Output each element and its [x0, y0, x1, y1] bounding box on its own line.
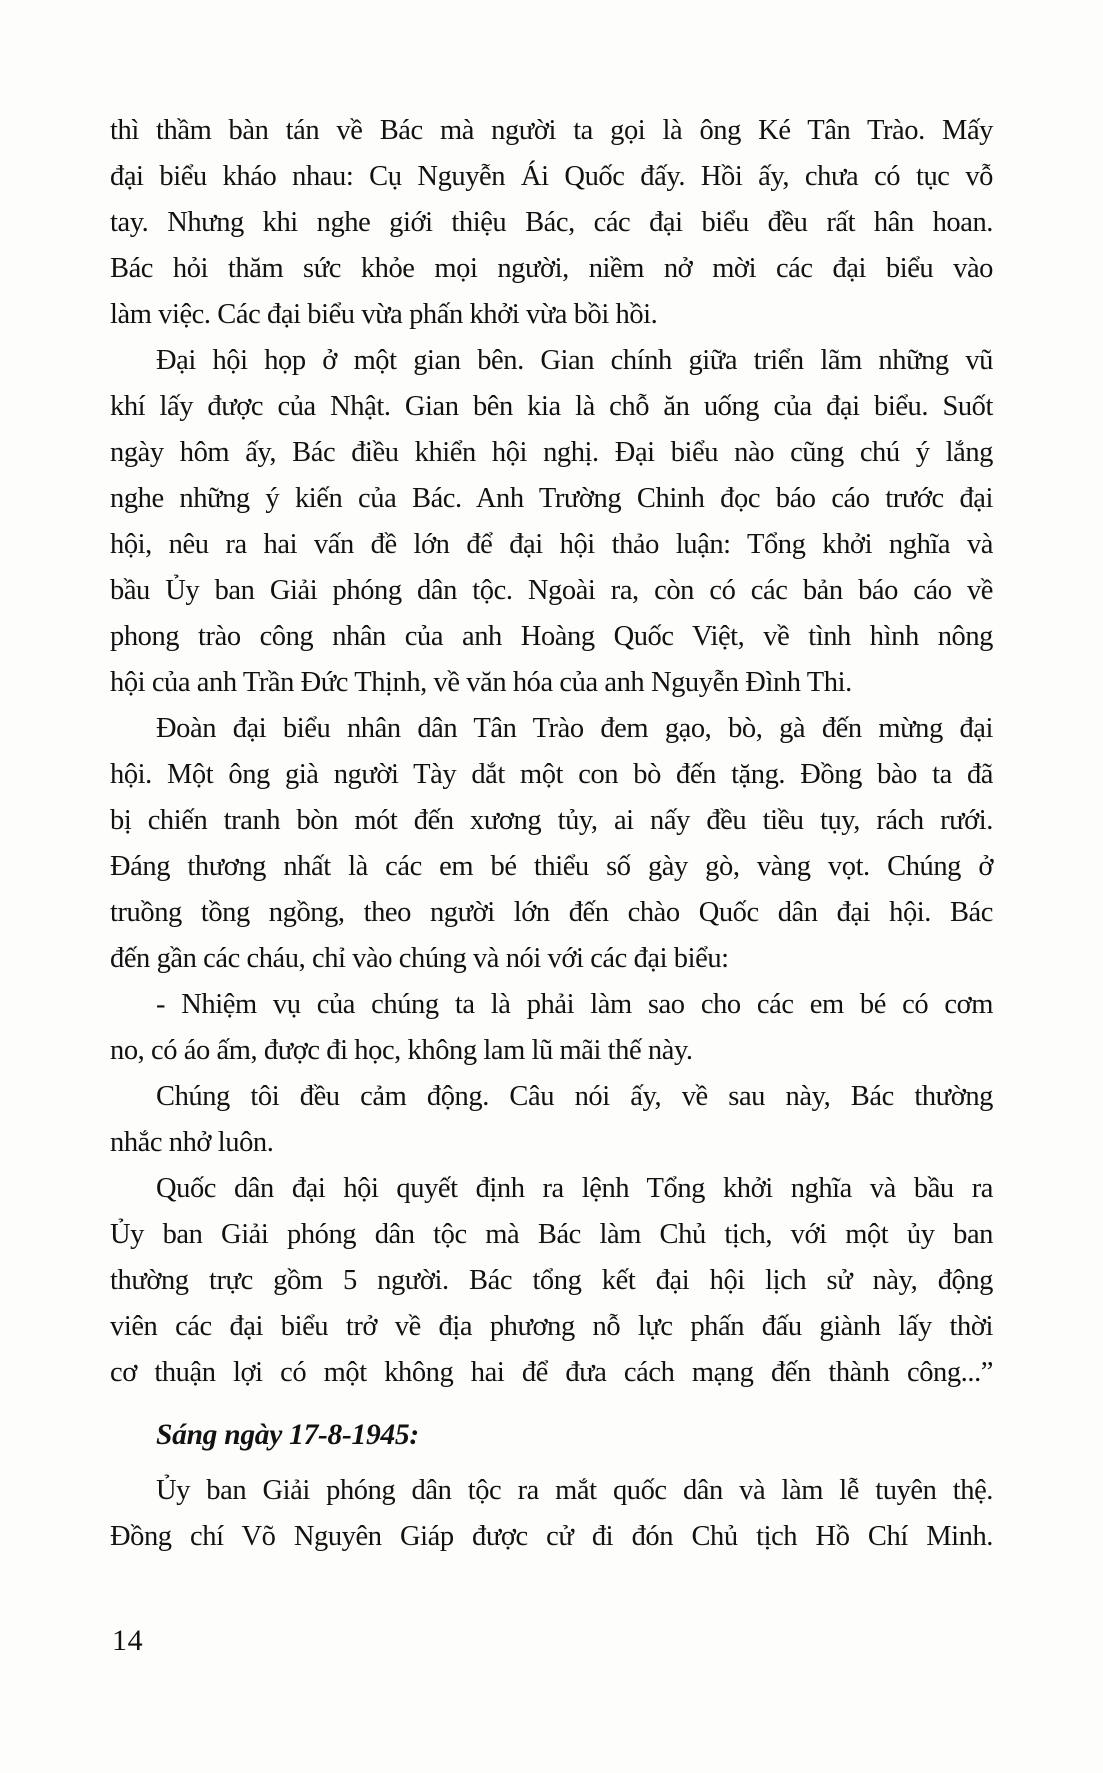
text-line: Đoàn đại biểu nhân dân Tân Trào đem gạo, bò, gà đến mừng đại	[156, 713, 993, 744]
text-line: bị chiến tranh bòn mót đến xương tủy, ai nấy đều tiều tụy, rách rưới.	[110, 805, 993, 836]
text-line: viên các đại biểu trở về địa phương nỗ lực phấn đấu giành lấy thời	[110, 1311, 993, 1342]
section-heading: Sáng ngày 17-8-1945:	[156, 1419, 419, 1451]
text-line: khí lấy được của Nhật. Gian bên kia là chỗ ăn uống của đại biểu. Suốt	[110, 391, 993, 422]
text-line: Quốc dân đại hội quyết định ra lệnh Tổng khởi nghĩa và bầu ra	[156, 1173, 993, 1204]
text-line: phong trào công nhân của anh Hoàng Quốc Việt, về tình hình nông	[110, 621, 993, 652]
text-line: thì thầm bàn tán về Bác mà người ta gọi là ông Ké Tân Trào. Mấy	[110, 115, 993, 146]
text-line: bầu Ủy ban Giải phóng dân tộc. Ngoài ra, còn có các bản báo cáo về	[110, 575, 993, 606]
text-line: hội của anh Trần Đức Thịnh, về văn hóa của anh Nguyễn Đình Thi.	[110, 667, 852, 698]
text-line: tay. Nhưng khi nghe giới thiệu Bác, các đại biểu đều rất hân hoan.	[110, 207, 993, 238]
text-line: truồng tồng ngồng, theo người lớn đến chào Quốc dân đại hội. Bác	[110, 897, 993, 928]
text-line: Ủy ban Giải phóng dân tộc mà Bác làm Chủ tịch, với một ủy ban	[110, 1219, 993, 1250]
text-line: ngày hôm ấy, Bác điều khiển hội nghị. Đại biểu nào cũng chú ý lắng	[110, 437, 993, 468]
text-line: Bác hỏi thăm sức khỏe mọi người, niềm nở mời các đại biểu vào	[110, 253, 993, 284]
text-line: làm việc. Các đại biểu vừa phấn khởi vừa bồi hồi.	[110, 299, 658, 330]
text-line: - Nhiệm vụ của chúng ta là phải làm sao cho các em bé có cơm	[156, 989, 993, 1020]
text-line: nghe những ý kiến của Bác. Anh Trường Chinh đọc báo cáo trước đại	[110, 483, 993, 514]
text-line: hội. Một ông già người Tày dắt một con bò đến tặng. Đồng bào ta đã	[110, 759, 993, 790]
text-line: no, có áo ấm, được đi học, không lam lũ mãi thế này.	[110, 1035, 693, 1066]
text-line: Ủy ban Giải phóng dân tộc ra mắt quốc dân và làm lễ tuyên thệ.	[156, 1475, 993, 1506]
page-body	[110, 108, 993, 1560]
text-line: đại biểu kháo nhau: Cụ Nguyễn Ái Quốc đấy. Hồi ấy, chưa có tục vỗ	[110, 161, 993, 192]
text-line: cơ thuận lợi có một không hai để đưa cách mạng đến thành công...”	[110, 1357, 993, 1388]
text-line: Chúng tôi đều cảm động. Câu nói ấy, về sau này, Bác thường	[156, 1081, 993, 1112]
page-number: 14	[112, 1624, 144, 1657]
text-line: Đồng chí Võ Nguyên Giáp được cử đi đón Chủ tịch Hồ Chí Minh.	[110, 1521, 993, 1552]
text-line: hội, nêu ra hai vấn đề lớn để đại hội thảo luận: Tổng khởi nghĩa và	[110, 529, 993, 560]
text-line: thường trực gồm 5 người. Bác tổng kết đại hội lịch sử này, động	[110, 1265, 993, 1296]
text-line: đến gần các cháu, chỉ vào chúng và nói với các đại biểu:	[110, 943, 729, 974]
text-line: nhắc nhở luôn.	[110, 1127, 274, 1158]
text-line: Đáng thương nhất là các em bé thiểu số gày gò, vàng vọt. Chúng ở	[110, 851, 993, 882]
text-line: Đại hội họp ở một gian bên. Gian chính giữa triển lãm những vũ	[156, 345, 993, 376]
